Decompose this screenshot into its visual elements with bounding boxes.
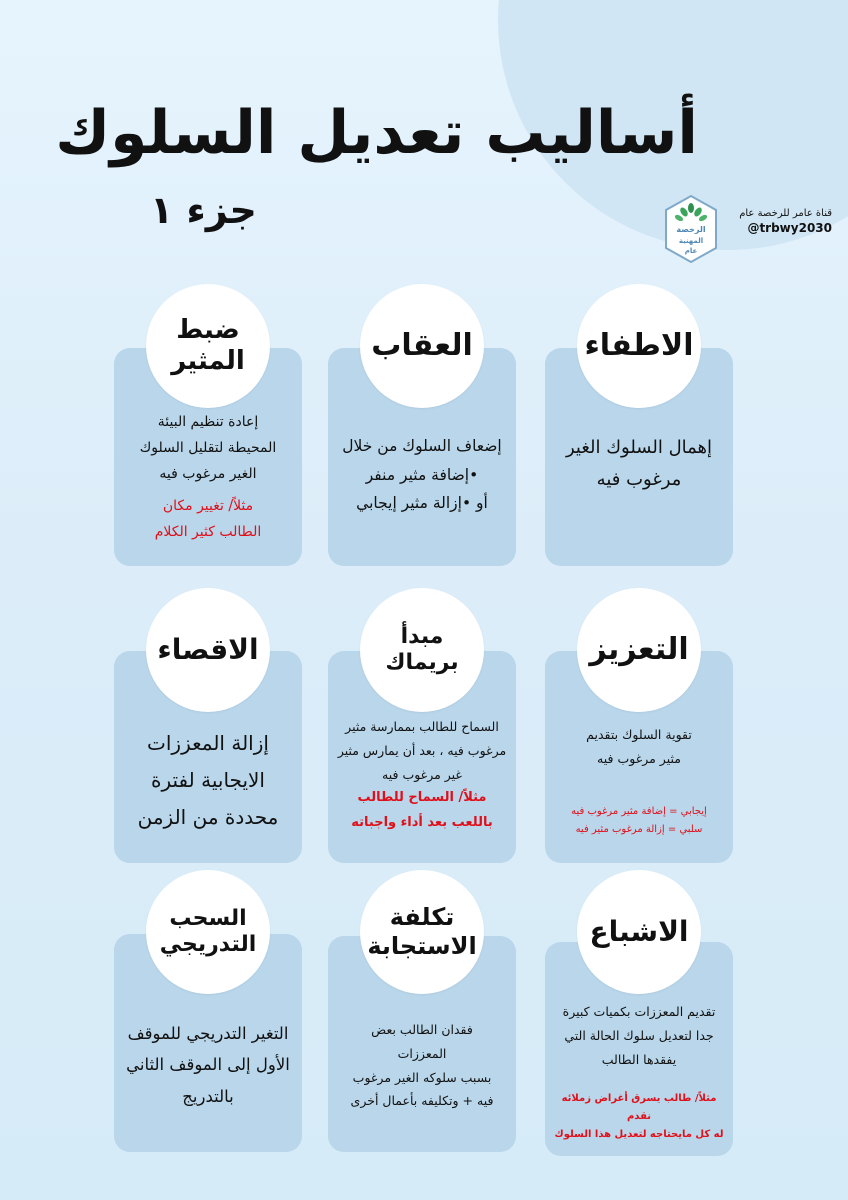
example-line: له كل مايحتاجه لتعديل هذا السلوك <box>554 1129 724 1140</box>
body-line: بالتدريج <box>182 1086 234 1106</box>
note-line: إيجابي = إضافة مثير مرغوب فيه <box>571 806 707 817</box>
card-punishment-title <box>360 284 484 408</box>
body-line: إضعاف السلوك من خلال <box>342 437 502 455</box>
title-text-wrap <box>385 624 458 677</box>
channel-name: قناة عامر للرخصة عام <box>739 208 832 219</box>
title-text-wrap <box>171 315 245 377</box>
note-line: سلبي = إزالة مرغوب مثير فيه <box>575 824 703 835</box>
example-line: باللعب بعد أداء واجباته <box>351 814 493 830</box>
body-line: أو •إزالة مثير إيجابي <box>356 494 488 513</box>
card-reinforcement-notes <box>553 803 725 839</box>
channel-handle: @trbwy2030 <box>747 220 832 235</box>
card-satiation-title <box>577 870 701 994</box>
body-line: فقدان الطالب بعض <box>371 1022 473 1037</box>
title-line: التدريجي <box>159 932 257 957</box>
body-line: إعادة تنظيم البيئة <box>157 414 259 430</box>
card-extinction-title <box>577 284 701 408</box>
body-line: مرغوب فيه ، بعد أن يمارس مثير <box>337 742 507 758</box>
card-gradual-withdrawal-body <box>122 1018 294 1112</box>
body-line: تقديم المعززات بكميات كبيرة <box>562 1004 716 1019</box>
card-response-cost-title <box>360 870 484 994</box>
title-line: ضبط <box>176 314 240 345</box>
body-line: فيه + وتكليفه بأعمال أخرى <box>350 1093 494 1109</box>
title-line: السحب <box>169 905 247 931</box>
card-reinforcement-title <box>577 588 701 712</box>
card-reinforcement-body <box>553 723 725 771</box>
card-premack-body <box>336 715 508 836</box>
body-line: الايجابية لفترة <box>151 768 265 792</box>
title-text: العقاب <box>371 328 473 363</box>
body-line: الأول إلى الموقف الثاني <box>126 1055 290 1075</box>
card-premack-title <box>360 588 484 712</box>
title-line: الاستجابة <box>367 932 477 960</box>
example-line: مثلاً/ السماح للطالب <box>357 790 487 806</box>
title-line: بريماك <box>385 650 459 675</box>
title-text: التعزيز <box>589 632 689 667</box>
card-satiation-body <box>553 1000 725 1071</box>
card-exclusion-body <box>122 725 294 836</box>
card-stimulus-control-body <box>122 410 294 545</box>
logo-text-3: عام <box>684 247 698 255</box>
body-line: التغير التدريجي للموقف <box>127 1024 289 1043</box>
title-text: الاطفاء <box>584 328 694 363</box>
card-satiation-example <box>553 1090 725 1144</box>
card-gradual-withdrawal-title <box>146 870 270 994</box>
body-line: إهمال السلوك الغير <box>565 437 713 458</box>
card-exclusion-title <box>146 588 270 712</box>
title-text: الاقصاء <box>157 633 259 667</box>
body-line: الغير مرغوب فيه <box>159 465 257 482</box>
page-title: أساليب تعديل السلوك <box>55 98 698 168</box>
body-line: المعززات <box>397 1045 447 1061</box>
body-line: يفقدها الطالب <box>601 1051 677 1067</box>
card-extinction-body <box>553 432 725 495</box>
body-line: إزالة المعززات <box>147 731 269 755</box>
body-line: المحيطة لتقليل السلوك <box>139 439 277 456</box>
body-line: تقوية السلوك بتقديم <box>586 727 692 742</box>
title-text-wrap <box>367 903 476 961</box>
example-line: مثلاً/ طالب يسرق أغراض زملائه نقدم <box>561 1093 717 1122</box>
title-text: الاشباع <box>589 915 689 949</box>
license-logo <box>664 194 718 264</box>
body-line: غير مرغوب فيه <box>382 766 462 782</box>
channel-credit <box>722 208 832 236</box>
logo-text-2: المهنية <box>678 237 704 245</box>
body-line: مرغوب فيه <box>596 468 682 490</box>
body-line: مثير مرغوب فيه <box>597 750 681 766</box>
card-punishment-body <box>336 432 508 518</box>
body-line: •إضافة مثير منفر <box>365 465 479 484</box>
logo-text-1: الرخصة <box>676 225 706 234</box>
body-line: السماح للطالب بممارسة مثير <box>345 719 499 734</box>
body-line: محددة من الزمن <box>137 805 279 829</box>
page-subtitle: جزء ١ <box>150 188 257 232</box>
card-response-cost-body <box>336 1018 508 1113</box>
example-line: مثلاً/ تغيير مكان <box>162 497 254 514</box>
card-stimulus-control-title <box>146 284 270 408</box>
title-line: المثير <box>171 346 245 376</box>
example-line: الطالب كثير الكلام <box>154 523 262 540</box>
body-line: جدا لتعديل سلوك الحالة التي <box>564 1027 714 1043</box>
title-line: تكلفة <box>389 903 455 932</box>
body-line: بسبب سلوكه الغير مرغوب <box>352 1069 492 1085</box>
title-text-wrap <box>160 906 257 959</box>
title-line: مبدأ <box>400 623 444 649</box>
